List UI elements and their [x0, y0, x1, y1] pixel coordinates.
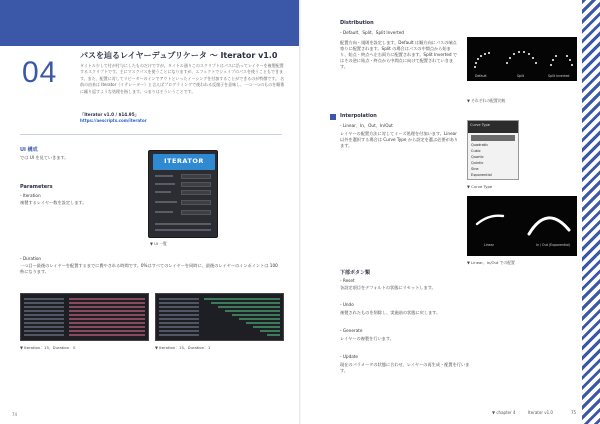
- iteration-label: - Iteration: [20, 193, 41, 198]
- footer-chapter: ▼ chapter 4: [492, 410, 516, 415]
- timeline-layer: [24, 334, 64, 336]
- curve-type-caption: ▼ Curve Type: [467, 184, 493, 189]
- undo-text: 複製されたものを削除し、実施前の状態に戻します。: [340, 310, 441, 315]
- duration-label: - Duration: [20, 256, 42, 261]
- timeline-caption-a: ▼ Iteration：15、Duration：0: [20, 345, 76, 350]
- dot: [555, 55, 557, 57]
- curve-type-select[interactable]: [471, 135, 515, 141]
- timeline-bar: [246, 322, 280, 324]
- dot: [488, 52, 490, 54]
- timeline-layer: [24, 322, 64, 324]
- timeline-layer: [159, 310, 199, 312]
- iterator-logo-text: ITERATOR: [164, 157, 204, 165]
- curve-option[interactable]: Quartic: [471, 155, 484, 159]
- dot: [475, 62, 477, 64]
- panel-field: [181, 190, 211, 195]
- timeline-layer: [24, 310, 64, 312]
- timeline-layer: [159, 306, 199, 308]
- iterator-panel-screenshot: [148, 150, 218, 238]
- update-label: - Update: [340, 354, 359, 359]
- panel-row: [155, 211, 173, 213]
- timeline-bar: [204, 298, 280, 300]
- panel-caption: ▼ UI 一覧: [150, 241, 167, 246]
- generate-text: レイヤーの複製を行います。: [340, 336, 394, 341]
- chapter-title: パスを辿るレイヤーデュプリケータ ～ Iterator v1.0: [80, 51, 278, 60]
- dot: [569, 59, 571, 61]
- timeline-bar: [69, 334, 145, 336]
- timeline-bar: [211, 302, 280, 304]
- linear-label: Linear: [484, 243, 494, 247]
- panel-field: [181, 174, 211, 179]
- timeline-bar: [69, 298, 145, 300]
- curve-option[interactable]: Quadratic: [471, 143, 489, 147]
- reset-text: 各設定項目をデフォルトの状態にリセットします。: [340, 285, 436, 290]
- curve-option[interactable]: Quintic: [471, 161, 484, 165]
- update-text: 現在のパラメータの状態に合わせ、レイヤーの再生成・配置を行います。: [340, 362, 470, 373]
- timeline-bar: [225, 310, 280, 312]
- timeline-layer: [159, 330, 199, 332]
- dot: [566, 55, 568, 57]
- dist-label-split-inverted: Split Inverted: [548, 74, 570, 78]
- timeline-bar: [69, 314, 145, 316]
- timeline-bar: [218, 306, 280, 308]
- timeline-layer: [159, 302, 199, 304]
- distribution-caption: ▼ それぞれの配置比較: [467, 98, 506, 103]
- product-price: 「Iterator v1.0 / $14.95」: [80, 112, 139, 117]
- timeline-caption-b: ▼ Iteration：15、Duration：1: [155, 345, 211, 350]
- timeline-layer: [159, 334, 199, 336]
- ui-text: では UI を見ていきます。: [20, 155, 69, 160]
- dot: [552, 59, 554, 61]
- distribution-heading: Distribution: [340, 20, 374, 26]
- dot: [550, 64, 552, 66]
- panel-row: [155, 223, 211, 225]
- iteration-text: 複製するレイヤー数を設定します。: [20, 200, 87, 205]
- panel-row: [155, 229, 211, 231]
- timeline-layer: [159, 314, 199, 316]
- panel-field: [181, 210, 211, 215]
- dot: [506, 62, 508, 64]
- timeline-screenshot-a: [20, 293, 149, 341]
- dot: [509, 57, 511, 59]
- timeline-layer: [24, 318, 64, 320]
- timeline-layer: [159, 326, 199, 328]
- timeline-bar: [253, 326, 280, 328]
- timeline-bar: [232, 314, 280, 316]
- preview-bg: [467, 196, 577, 256]
- dot: [523, 51, 525, 53]
- timeline-layer: [24, 330, 64, 332]
- panel-row: [155, 183, 175, 185]
- timeline-layer: [159, 322, 199, 324]
- timeline-layer: [24, 298, 64, 300]
- footer-title: Iterator v1.0: [528, 410, 553, 415]
- chapter-description: タイトル少して付が付与にしたものだけですが、タイトル通りこのスクリプトはパスに沿ってレイヤーを複製配置するスクリプトです。主にマスクパスを使うことになりますが、エフェクトでシェイプのパスを使うこともできます。また、配置に対してリピーターのインでアウトといったイーシングを付加することができるのが特徴です。 名前の由来は Iterator（イテレーター）と言えばプログラミングで使われる反復子を意味し、一つ一つのものを順番に繰り返すような処理を指します。つまりはそういうことです。: [80, 63, 285, 94]
- chapter-header-band: [0, 0, 300, 46]
- curve-option[interactable]: Sine: [471, 167, 479, 171]
- timeline-bar: [69, 306, 145, 308]
- distribution-options: - Default、Split、Split Inverted: [340, 30, 404, 35]
- iterator-logo: [153, 154, 215, 170]
- reset-label: - Reset: [340, 278, 355, 283]
- timeline-layer: [24, 302, 64, 304]
- timeline-bar: [260, 330, 280, 332]
- ui-heading: UI 構成: [20, 147, 38, 153]
- timeline-layer: [24, 314, 64, 316]
- panel-row: [155, 201, 177, 203]
- section-marker: [330, 114, 336, 120]
- dot: [484, 53, 486, 55]
- timeline-bar: [69, 322, 145, 324]
- dot: [480, 55, 482, 57]
- timeline-bar: [239, 318, 280, 320]
- panel-field: [181, 200, 211, 205]
- timeline-layer: [24, 306, 64, 308]
- divider: [20, 134, 282, 135]
- generate-label: - Generate: [340, 328, 363, 333]
- curve-type-dropdown[interactable]: [467, 120, 519, 180]
- dot: [513, 53, 515, 55]
- dot: [528, 53, 530, 55]
- buttons-heading: 下部ボタン類: [340, 270, 371, 276]
- panel-field: [181, 182, 211, 187]
- distribution-text: 配置方向・規則を設定します。Default は順方向にパスの端点寄りに配置されます。Split の場合はパスの中間点から始まり、始点・終点へ左右両方に配置されます。Split Inverted ではその逆に始点・終点から中間点に向けて配置されていきます。: [340, 40, 458, 69]
- timeline-bar: [69, 310, 145, 312]
- timeline-layer: [159, 298, 199, 300]
- panel-row: [155, 175, 173, 177]
- curve-type-header-label: Curve Type: [470, 123, 490, 127]
- linear-caption: ▼ Linear、In/Out での配置: [467, 260, 515, 265]
- duration-text: 一つ目～最後のレイヤーを配置するまでに費やされる時間です。0%はすべてのレイヤーを同時に、最後のレイヤーのインポイントは 100 秒になります。: [20, 263, 278, 274]
- panel-row: [155, 191, 171, 193]
- curve-type-header: [468, 121, 518, 133]
- inout-label: In / Out (Exponential): [536, 243, 571, 247]
- page-gutter: [299, 0, 301, 424]
- timeline-bar: [69, 318, 145, 320]
- dot: [535, 62, 537, 64]
- timeline-bar: [69, 302, 145, 304]
- timeline-layer: [159, 318, 199, 320]
- curve-option[interactable]: Exponential: [471, 173, 492, 177]
- interpolation-text: レイヤーの配置方法に対してイーズ処理を付加います。Linear 以外を選択する場合は Curve Type から設定を選ぶ必要があります。: [340, 131, 459, 148]
- dot: [518, 51, 520, 53]
- curve-option[interactable]: Cubic: [471, 149, 481, 153]
- params-heading: Parameters: [20, 184, 53, 190]
- dot: [477, 58, 479, 60]
- timeline-bar: [267, 334, 280, 336]
- page-number-left: 74: [12, 412, 18, 417]
- undo-label: - Undo: [340, 302, 354, 307]
- timeline-screenshot-b: [155, 293, 284, 341]
- product-link[interactable]: https://aescripts.com/iterator: [80, 118, 147, 123]
- dot: [474, 66, 476, 68]
- decorative-stripes: [582, 0, 600, 424]
- linear-inout-preview: [467, 196, 577, 256]
- timeline-bar: [69, 330, 145, 332]
- timeline-bar: [69, 326, 145, 328]
- dist-label-default: Default: [475, 74, 487, 78]
- interpolation-options: - Linear、In、Out、In/Out: [340, 123, 393, 128]
- page-number-right: 75: [571, 410, 577, 415]
- chapter-number: 04: [22, 56, 58, 89]
- dot: [532, 57, 534, 59]
- timeline-layer: [24, 326, 64, 328]
- interpolation-heading: Interpolation: [340, 113, 377, 119]
- dist-label-split: Split: [517, 74, 525, 78]
- dot: [571, 64, 573, 66]
